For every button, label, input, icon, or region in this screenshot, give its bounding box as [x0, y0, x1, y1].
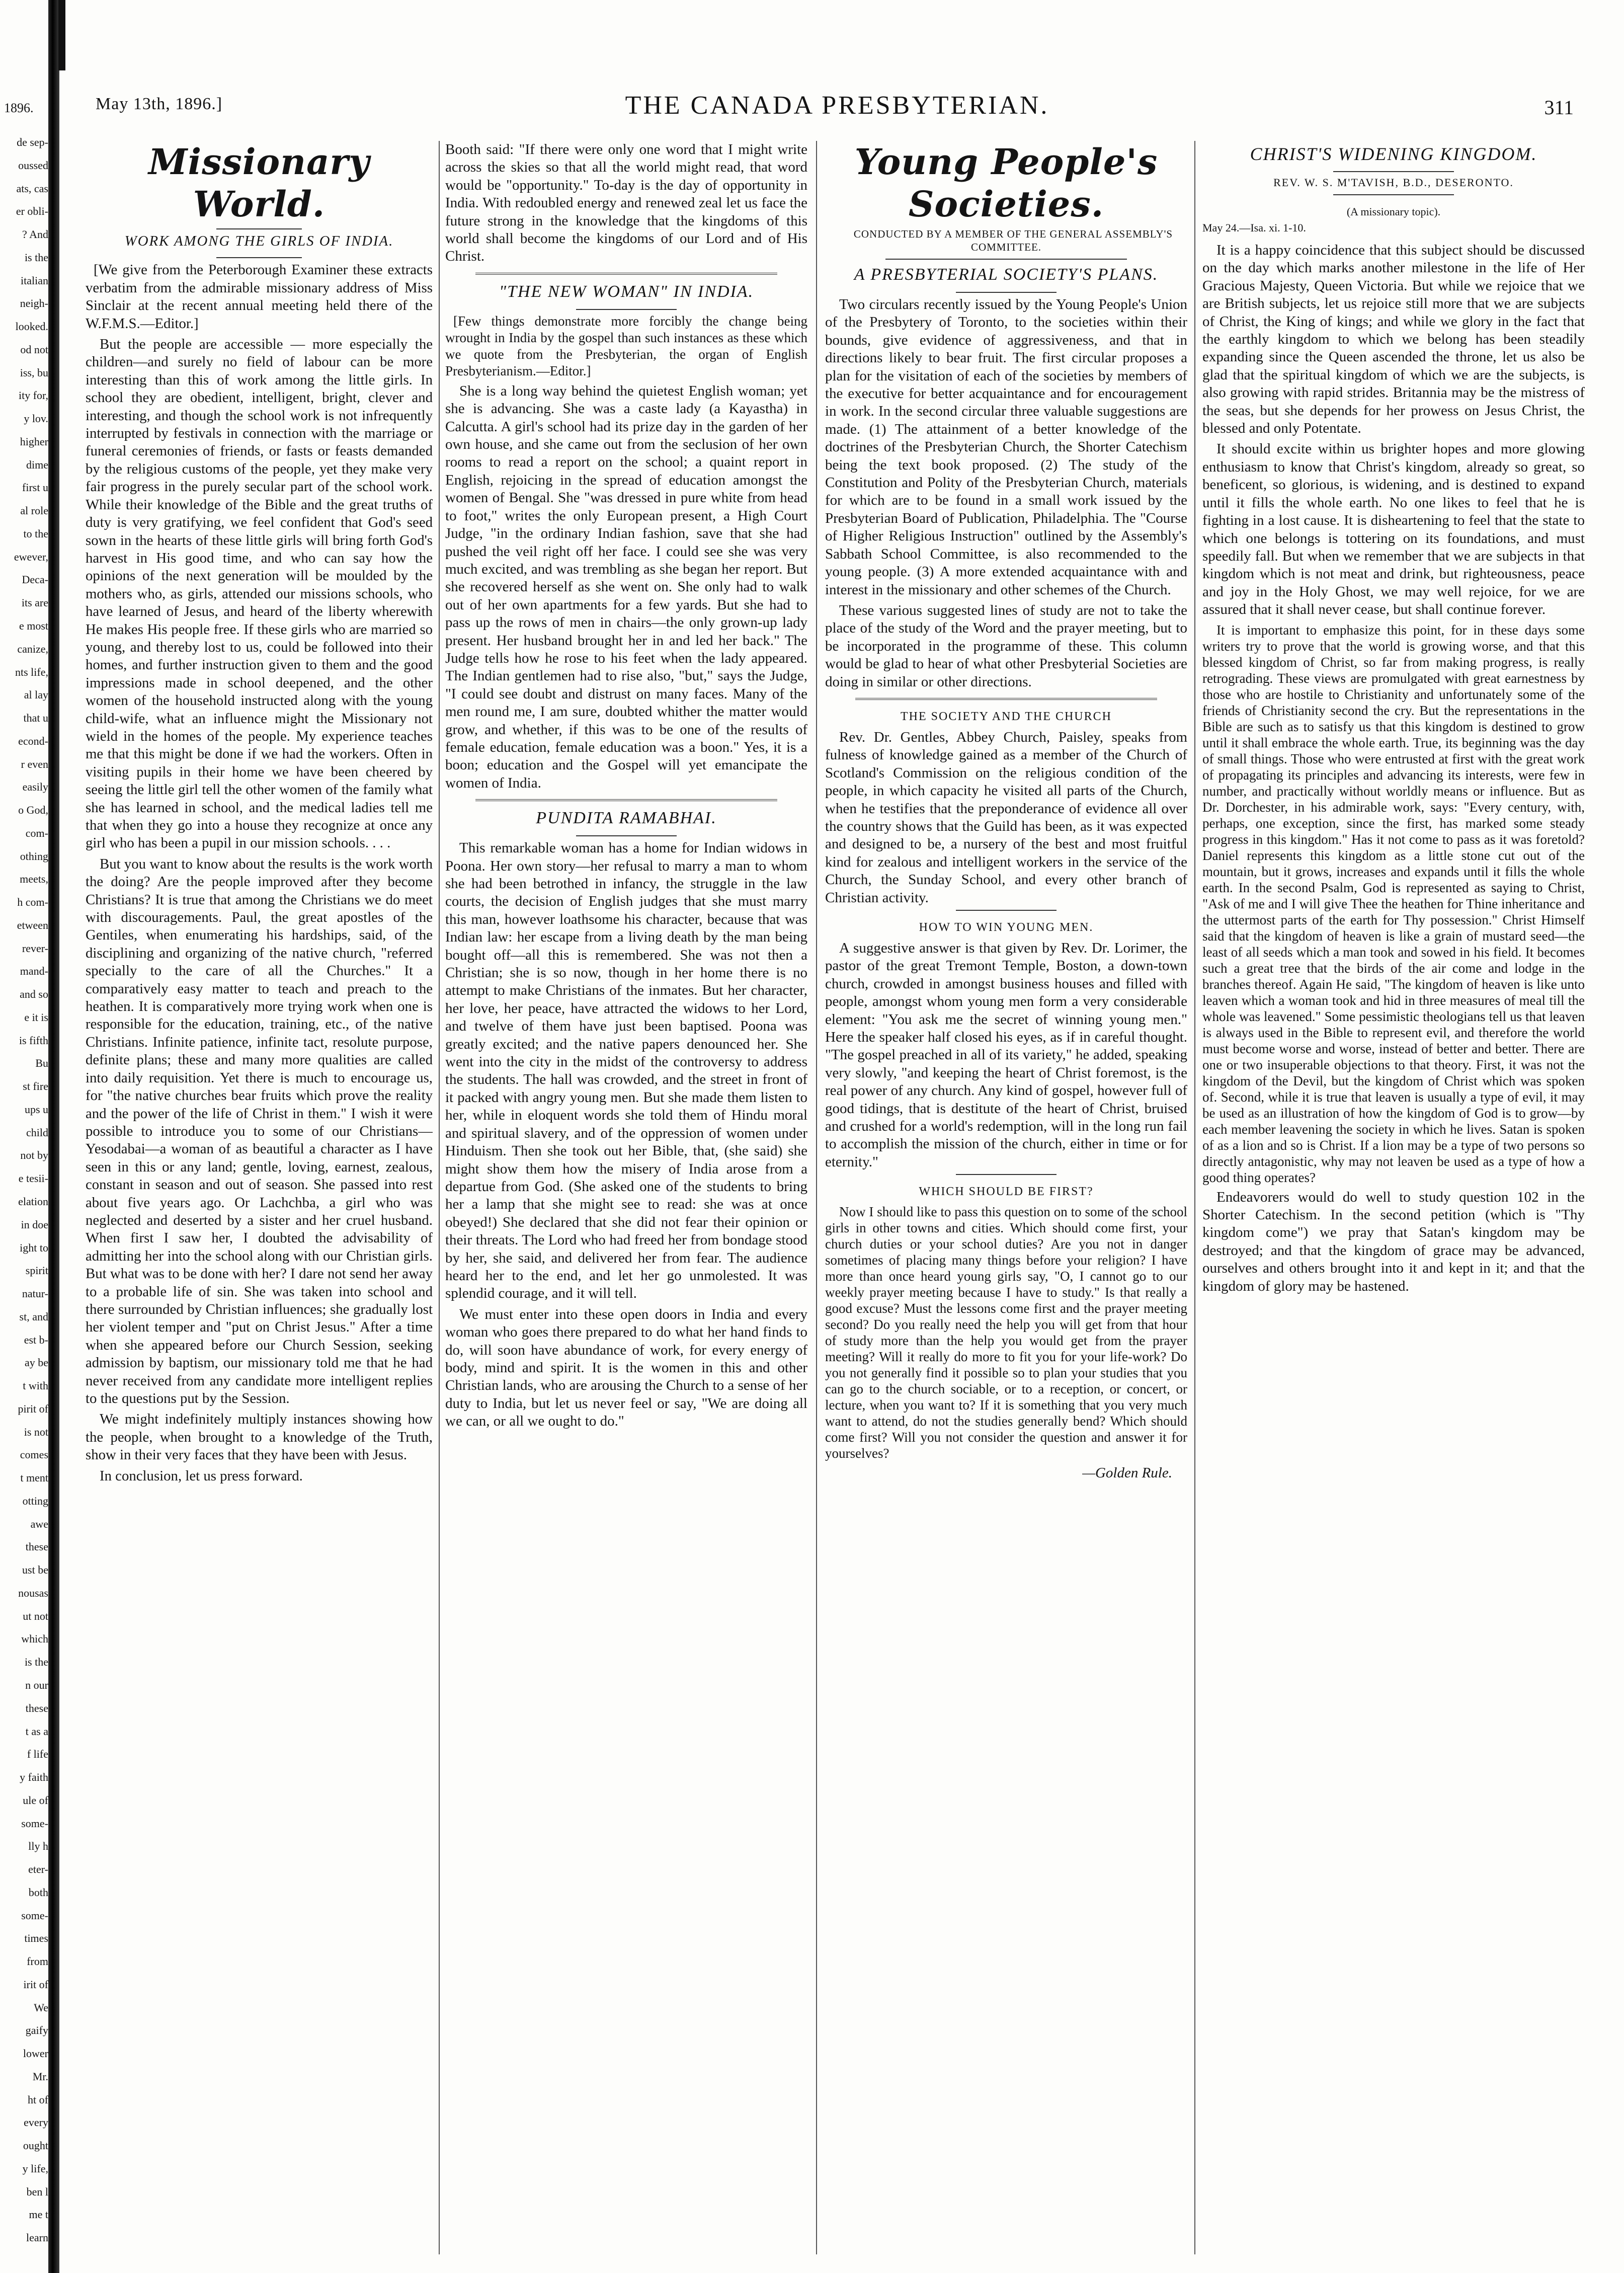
facing-page-line: otting [22, 1494, 48, 1507]
facing-page-line: elation [18, 1195, 48, 1208]
divider [956, 1174, 1057, 1175]
article-body [825, 1204, 1187, 1461]
facing-page-line: ule of [23, 1793, 48, 1807]
column-3 [825, 141, 1187, 2259]
divider [216, 257, 302, 258]
facing-page-line: t as a [25, 1725, 48, 1738]
paragraph: A suggestive answer is that given by Rev. Dr. Lorimer, the pastor of the great Tremont Temple, Boston, a down-town church, crowded in amongst business houses and filled with people, amongst whom young men form a very considerable element: "You ask me the secret of winning young men." Here the speaker half closed his eyes, as if in careful thought. "The gospel preached in all of its variety," he added, speaking very slowly, "and keeping the heart of Christ foremost, is the real power of any church. Any kind of gospel, however full of good tidings, that is destitute of the heart of Christ, bruised and crushed for a world's redemption, will in the long run fail to accomplish the mission of the church, either in time or for eternity." [825, 940, 1187, 1170]
divider [475, 799, 777, 801]
section-masthead-young-peoples-societies: Young People's Societies. [854, 141, 1158, 225]
article-body [1202, 242, 1585, 1295]
facing-page-line: er obli- [16, 205, 48, 218]
paragraph: In conclusion, let us press forward. [100, 1467, 303, 1484]
facing-page-line: h com- [17, 896, 48, 909]
facing-page-line: al role [20, 504, 48, 517]
article-title: PUNDITA RAMABHAI. [536, 809, 717, 828]
topic-label: (A missionary topic). [1346, 205, 1441, 218]
facing-page-line: ups u [24, 1103, 48, 1116]
facing-page-line: both [28, 1886, 48, 1899]
facing-page-line: comes [20, 1448, 48, 1461]
divider [576, 309, 677, 310]
facing-page-line: al lay [24, 688, 48, 701]
facing-page-line: ats, cas [16, 182, 48, 195]
paragraph: We must enter into these open doors in India and every woman who goes there prepared to do what her hand finds to do, will soon have abundance of work, for every energy of body, mind and spirit. It is the women in this and other Christian lands, who are arousing the Church to a sense of her duty to India, but let us never feel or say, "We are doing all we can, or all we ought to do." [445, 1306, 807, 1430]
article-title: THE SOCIETY AND THE CHURCH [900, 710, 1112, 723]
facing-page-line: est b- [24, 1333, 48, 1346]
page-header [80, 91, 1594, 131]
article-title: A PRESBYTERIAL SOCIETY'S PLANS. [854, 265, 1159, 284]
article-title: HOW TO WIN YOUNG MEN. [919, 921, 1094, 934]
paragraph: It is a happy coincidence that this subject should be discussed on the day which marks another milestone in the life of Her Gracious Majesty, Queen Victoria. But while we rejoice that we are British subjects, let us rejoice still more that we are subjects of Christ, the King of kings; and while we glory in the fact that the earthly kingdom to which we belong has been steadily expanding since the Queen ascended the throne, let us also be glad that the spiritual kingdom of which we are the subjects, is also growing with rapid strides. Britannia may be the mistress of the seas, but she depends for her prowess on Jesus Christ, the blessed and only Potentate. [1202, 242, 1585, 437]
facing-page-line: n our [25, 1678, 48, 1691]
editor-note: [Few things demonstrate more forcibly the change being wrought in India by the gospel than such instances as these which we quote from the Presbyterian, the organ of English Presbyterianism.—Editor.] [445, 313, 807, 378]
divider [216, 228, 302, 229]
article-body [825, 939, 1187, 1171]
facing-page-line: awe [30, 1517, 48, 1530]
paragraph: Two circulars recently issued by the Young People's Union of the Presbytery of Toronto, to the societies within their bounds, give evidence of aggressiveness, and that in directions likely to bear fruit. The first circular proposes a plan for the visitation of each of the societies by members of the executive for better acquaintance and for encouragement in work. In the second circular three valuable suggestions are made. (1) The attainment of a better knowledge of the doctrines of the Presbyterian Church, the Shorter Catechism being the text book proposed. (2) The study of the Constitution and Polity of the Presbyterian Church, materials for which are to be found in a small work issued by the Presbyterian Board of Publication, Philadelphia. The "Course of Higher Religious Instruction" outlined by the Assembly's Sabbath School Committee, is also recommended to the young people. (3) A more extended acquaintance with and interest in the missionary and other schemes of the Church. [825, 296, 1187, 598]
article-body [825, 296, 1187, 691]
facing-page-line: natur- [22, 1287, 48, 1300]
paragraph: We might indefinitely multiply instances showing how the people, when brought to a knowledge of the Truth, show in their very faces that they have been with Jesus. [86, 1411, 433, 1463]
facing-page-line: dime [26, 458, 48, 471]
facing-page-line: rever- [22, 942, 48, 955]
facing-page-line: e most [19, 619, 48, 632]
column-rule [1194, 141, 1195, 2254]
facing-page-line: me t [29, 2208, 48, 2221]
facing-page-line: etween [17, 918, 48, 931]
paragraph: These various suggested lines of study are not to take the place of the study of the Word and the prayer meeting, but to be incorporated in the programme of these. This column would be glad to hear of what other Presbyterial Societies are doing in similar or other directions. [825, 602, 1187, 690]
facing-page-line: y faith [20, 1771, 48, 1784]
facing-page-line: lly h [28, 1840, 48, 1853]
facing-page-line: and so [20, 988, 48, 1001]
facing-page-line: We [34, 2001, 48, 2014]
facing-page-line: to the [23, 527, 48, 540]
facing-page-line: learn [26, 2231, 48, 2244]
facing-page-line: y life, [22, 2162, 48, 2175]
facing-page-line: eter- [28, 1863, 48, 1876]
binding-mark [58, 0, 65, 70]
article-title: CHRIST'S WIDENING KINGDOM. [1250, 144, 1537, 164]
editor-note: [We give from the Peterborough Examiner these extracts verbatim from the admirable missionary address of Miss Sinclair at the recent annual meeting held there of the W.F.M.S.—Editor.] [86, 262, 433, 332]
facing-page-line: mand- [20, 965, 48, 978]
facing-page-line: from [27, 1955, 48, 1968]
facing-page-line: is not [24, 1425, 48, 1438]
facing-page-line: e it is [24, 1010, 48, 1024]
paragraph: Rev. Dr. Gentles, Abbey Church, Paisley, speaks from fulness of knowledge gained as a member of the Church of Scotland's Commission on the religious condition of the people, in which capacity he visited all parts of the Church, when he testifies that the preponderance of evidence all over the country shows that the Guild has been, as it was expected and designed to be, a nursery of the best and most fruitful kind for zealous and intelligent workers in the service of the Church, the Sunday School, and every other branch of Christian activity. [825, 729, 1187, 906]
article-body [86, 336, 433, 1485]
divider [855, 698, 1157, 700]
facing-page-line: nousas [18, 1586, 48, 1599]
facing-page-line: some- [21, 1817, 48, 1830]
article-title: WORK AMONG THE GIRLS OF INDIA. [124, 233, 394, 249]
facing-page-edge [0, 0, 55, 2273]
facing-page-line: not by [20, 1149, 48, 1162]
page-number: 311 [1544, 96, 1574, 119]
facing-page-line: ht of [28, 2093, 48, 2106]
article-title: WHICH SHOULD BE FIRST? [919, 1185, 1094, 1199]
facing-page-line: ought [23, 2139, 48, 2152]
source-attribution: —Golden Rule. [1082, 1465, 1172, 1481]
facing-page-line: o God, [18, 804, 48, 817]
facing-page-line: easily [22, 780, 48, 794]
facing-page-line: nts life, [15, 665, 48, 678]
newspaper-title: THE CANADA PRESBYTERIAN. [625, 91, 1049, 120]
divider [956, 292, 1057, 293]
issue-date: May 13th, 1896.] [96, 95, 223, 113]
facing-page-line: od not [20, 343, 48, 356]
facing-page-line: lower [23, 2047, 48, 2060]
facing-page-line: com- [25, 826, 48, 839]
facing-page-line: higher [20, 435, 48, 448]
article-body [445, 382, 807, 792]
facing-page-line: every [24, 2116, 48, 2129]
article-continuation: Booth said: "If there were only one word that I might write across the skies so that all the world might read, that word would be "opportunity." To-day is the day of opportunity in India. With redoubled energy and renewed zeal let us face the future strong in the knowledge that the kingdoms of this world shall become the kingdoms of our Lord and of His Christ. [445, 141, 807, 265]
facing-page-line: e tesii- [18, 1172, 48, 1185]
column-1 [86, 141, 433, 2259]
paragraph: But you want to know about the results is the work worth the doing? Are the people improved after they become Christians? It is true that among the Christians we do meet with discouragements. Paul, the great apostles of the Gentiles, when enumerating his hardships, said, of the disciplining and organizing of the native church, "referred specially to the care of all the Churches." It a comparatively easy matter to teach and preach to the heathen. It is comparatively more trying work when one is responsible for the education, training, etc., of the native Christians. Infinite patience, infinite tact, resolute purpose, definite plans; these and many more qualities are called into daily requisition. Yet there is much to encourage us, for "the native churches bear fruits which prove the reality and the power of the life of Christ in them." I wish it were possible to introduce you to some of our Christians—Yesodabai—a woman of as beautiful a character as I have seen in this or any land; gentle, loving, earnest, zealous, constant in season and out of season. She passed into rest about five years ago. Or Lachchba, a girl who was neglected and deserted by a sister and her cruel husband. When first I saw her, I doubted the advisability of admitting her into the school along with our Christian girls. But what was to be done with her? I dare not send her away to a probable life of sin. She was taken into school and there surrounded by Christian influences; she gradually lost her violent temper and "put on Christ Jesus." After a time when she appeared before our Church Session, seeking admission by baptism, our missionary told me that he had never received from any candidate more intelligent replies to the questions put by the Session. [86, 855, 433, 1406]
divider [956, 910, 1057, 911]
facing-page-line: f life [27, 1748, 48, 1761]
paragraph: This remarkable woman has a home for Indian widows in Poona. Her own story—her refusal to marry a man to whom she had been betrothed in infancy, the struggle in the law courts, the decision of English judges that she must marry this man, however loathsome his character, because that was Indian law: her escape from a living death by the man being bought off—all this is remembered. She was not then a Christian; she is so now, though in her home there is no attempt to make Christians of the inmates. But her character, her love, her peace, have attracted the widows to her Lord, and twelve of them have just been baptised. Poona was greatly excited; and the native papers denounced her. She went into the city in the midst of the controversy to address the students. The hall was crowded, and the street in front of it packed with angry young men. But she made them listen to her, while in eloquent words she told them of Hindu moral and spiritual slavery, and of the oppression of women under Hinduism. Then she took out her Bible, that, (she said) she might show them how the misery of India arose from a departue from God. (She asked one of the students to bring her a lamp that she might see to read: she was at once obeyed!) She declared that she did not fear their opinion or their threats. The Lord who had freed her from bondage stood by her, she said, and delivered her from fear. The audience heard her to the end, and let her go unmolested. It was splendid courage, and it will tell. [445, 840, 807, 1302]
facing-page-line: oussed [18, 159, 48, 172]
facing-page-line: iss, bu [20, 366, 48, 379]
facing-page-line: canize, [17, 642, 48, 655]
facing-page-year: 1896. [4, 101, 34, 115]
facing-page-line: ? And [22, 228, 48, 241]
binding-shadow [48, 0, 59, 2273]
facing-page-line: is the [24, 1656, 48, 1669]
facing-page-line: Deca- [22, 573, 48, 586]
facing-page-line: child [26, 1126, 48, 1139]
facing-page-line: in doe [21, 1218, 48, 1231]
facing-page-line: r even [21, 757, 48, 770]
paragraph: She is a long way behind the quietest English woman; yet she is advancing. She was a caste lady (a Kayastha) in Calcutta. A girl's school had its prize day in the garden of her own house, and she came out from the seclusion of her own rooms to read a report on the school; a quaint report in English, rejoicing in the spread of education amongst the women of Bengal. She "was dressed in pure white from head to foot," writes the only European present, a High Court Judge, "in the ordinary Indian fashion, save that she had pushed the veil right off her face. I could see she was very much excited, and was trembling as she began her report. But she recovered herself as she went on. She only had to walk out of her own apartments for a few yards. But she had to pass up the rows of men in chairs—the only grown-up lady present. Her husband brought her in and led her back." The Judge tells how he rose to his feet when the lady appeared. The Indian gentlemen had to rise also, "but," says the Judge, "I could see doubt and distrust on many faces. Many of the men round me, I am sure, doubted whither the matter would grow, and whether, if this was to be one of the results of female education, female education was a boon." Yes, it is a boon; education and the Gospel will yet emancipate the women of India. [445, 382, 807, 791]
section-masthead-missionary-world: Missionary World. [148, 141, 370, 225]
facing-page-line: ity for, [19, 389, 48, 402]
facing-page-line: econd- [18, 734, 48, 747]
facing-page-line: looked. [15, 320, 48, 333]
facing-page-line: st, and [19, 1310, 48, 1323]
facing-page-line: st fire [23, 1080, 48, 1093]
facing-page-line: times [24, 1932, 48, 1945]
facing-page-line: these [25, 1701, 48, 1714]
facing-page-line: is fifth [19, 1034, 48, 1047]
facing-page-line: Bu [35, 1057, 48, 1070]
facing-page-line: its are [21, 596, 48, 609]
facing-page-line: ay be [24, 1356, 48, 1369]
facing-page-line: t with [23, 1379, 48, 1392]
divider [475, 273, 777, 275]
facing-page-line: irit of [23, 1978, 48, 1991]
facing-page-line: is the [24, 251, 48, 264]
article-body [445, 839, 807, 1430]
facing-page-line: some- [21, 1909, 48, 1922]
article-title: "THE NEW WOMAN" IN INDIA. [499, 282, 754, 301]
facing-page-line: which [21, 1632, 48, 1645]
facing-page-line: othing [20, 849, 48, 863]
divider [885, 259, 1127, 260]
facing-page-line: neigh- [20, 297, 48, 310]
facing-page-line: ut not [23, 1609, 48, 1622]
article-author: REV. W. S. M'TAVISH, B.D., DESERONTO. [1273, 176, 1514, 189]
divider [576, 835, 677, 836]
divider [1333, 171, 1454, 172]
column-rule [816, 141, 817, 2254]
facing-page-line: these [25, 1540, 48, 1553]
divider [1333, 194, 1454, 195]
scripture-reference: May 24.—Isa. xi. 1-10. [1202, 221, 1306, 234]
facing-page-line: t ment [20, 1471, 48, 1484]
facing-page-line: spirit [25, 1264, 48, 1277]
paragraph: Now I should like to pass this question on to some of the school girls in other towns and cities. Which should come first, your church duties or your school duties? Are you not in danger sometimes of placing many things before your religion? I have more than once heard young girls say, "O, I cannot go to our weekly prayer meeting because I have to study." Is that really a good excuse? Must the lessons come first and the prayer meeting second? Do you really need the help you will get from that hour of study more than the help you would get from the prayer meeting? Will it really do more to fit you for your life-work? Do you not generally find it possible so to plan your studies that you can go to the church sociable, or to a reception, or concert, or lecture, when you want to? If it is something that you very much want to attend, do not the studies generally bend? Which should come first? Will you not consider the question and answer it for yourselves? [825, 1204, 1187, 1461]
facing-page-line: y lov. [24, 412, 48, 425]
facing-page-line: ust be [22, 1563, 48, 1577]
facing-page-line: ight to [20, 1241, 48, 1254]
paragraph: It should excite within us brighter hopes and more glowing enthusiasm to know that Christ's kingdom, already so great, so beneficent, so glorious, is widening, and is destined to expand until it fills the whole earth. No one likes to feel that he is fighting in a lost cause. It is disheartening to feel that the state to which one belongs is tottering on its foundations, and must speedily fall. But when we remember that we are subjects in that kingdom which is not meat and drink, but righteousness, peace and joy in the Holy Ghost, we may well rejoice, for we are assured that it shall never cease, but shall continue forever. [1202, 441, 1585, 618]
facing-page-line: Mr. [32, 2070, 48, 2083]
paragraph: It is important to emphasize this point, for in these days some writers try to prove that the world is growing worse, and that this blessed kingdom of Christ, so far from making progress, is really retrograding. These views are promulgated with great earnestness by those who are hostile to Christianity and unfortunately some of the friends of Christianity second the cry. But the representations in the Bible are such as to satisfy us that this kingdom is destined to grow until it shall embrace the whole earth. True, its beginning was the day of small things. Those who were entrusted at first with the great work of propagating its principles and advancing its interests, were few in number, and practically without worldly means or influence. But as Dr. Dorchester, in his admirable work, says: "Every century, with, perhaps, one exception, since the first, has marked some steady progress in this kingdom." Has it not come to pass as it was foretold? Daniel represents this kingdom as a little stone cut out of the mountain, but it grows, increases and expands until it fills the whole earth. In the second Psalm, God is represented as saying to Christ, "Ask of me and I will give Thee the heathen for Thine inheritance and the uttermost parts of the earth for Thy possession." Christ Himself said that the kingdom of heaven is like a grain of mustard seed—the least of all seeds which a man took and sowed in his field. It becomes such a great tree that the birds of the air come and lodge in the branches thereof. Again He said, "The kingdom of heaven is like unto leaven which a woman took and hid in three measures of meal till the whole was leavened." Some pessimistic theologians tell us that leaven is always used in the Bible to represent evil, and therefore the world must become worse and worse, instead of better and better. There are one or two insuperable objections to that theory. First, it was not the kingdom of the Devil, but the kingdom of Christ which was spoken of. Second, while it is true that leaven is usually a type of evil, it may be used as an illustration of how the kingdom of God is to grow—by each member leavening the society in which he lives. Satan is spoken of as a lion and so is Christ. If a lion may be a type of two persons so directly antagonistic, why may not leaven be used as a type of how a good thing operates? [1202, 622, 1585, 1185]
column-2 [445, 141, 807, 2259]
paragraph: Endeavorers would do well to study question 102 in the Shorter Catechism. In the second petition (which is "Thy kingdom come") we pray that Satan's kingdom may be destroyed; and that the kingdom of grace may be advanced, ourselves and others brought into it and kept in it; and that the kingdom of glory may be hastened. [1202, 1189, 1585, 1294]
facing-page-line: ben l [26, 2185, 48, 2198]
column-rule [439, 141, 440, 2254]
facing-page-line: first u [22, 481, 48, 494]
facing-page-line: ewever, [14, 550, 48, 563]
facing-page-line: pirit of [18, 1402, 48, 1415]
section-byline: CONDUCTED BY A MEMBER OF THE GENERAL ASSEMBLY'S COMMITTEE. [853, 228, 1173, 253]
facing-page-line: that u [23, 712, 48, 725]
column-4 [1202, 141, 1585, 2259]
facing-page-line: de sep- [17, 136, 48, 148]
facing-page-line: gaify [25, 2024, 48, 2037]
article-body [825, 729, 1187, 907]
facing-page-line: meets, [20, 873, 48, 886]
paragraph: But the people are accessible — more especially the children—and surely no field of labour can be more interesting than this of work among the little girls. In school they are obedient, intelligent, bright, clever and interesting, and though the school work is not infrequently interrupted by festivals in connection with the marriage or funeral ceremonies of friends, or fasts or feasts demanded by the religious customs of the people, yet they make very fair progress in the purely secular part of the school work. While their knowledge of the Bible and the great truths of duty is very gratifying, we feel confident that God's seed sown in the hearts of these little girls will bring forth God's harvest in His good time, and who can say how the opinions of the next generation will be moulded by the mothers who, as girls, attended our missions schools, who have learned of Jesus, and heard of the liberty wherewith He makes His people free. If these girls who are married so young, and thereby lost to us, could be followed into their homes, and further instruction given to them and the good impressions made in school deepened, and the other women of the household instructed along with the young child-wife, what an influence might the Missionary not wield in the homes of the people. My experience teaches me that this might be done if we had the workers. Often in visiting pupils in their home we have been cheered by seeing the little girl tell the other women of the family what she has learned in school, and the medical ladies tell me that when they go into a house they recognize at once any girl who has been a pupil in our mission schools. . . . [86, 336, 433, 851]
facing-page-line: italian [21, 274, 48, 287]
